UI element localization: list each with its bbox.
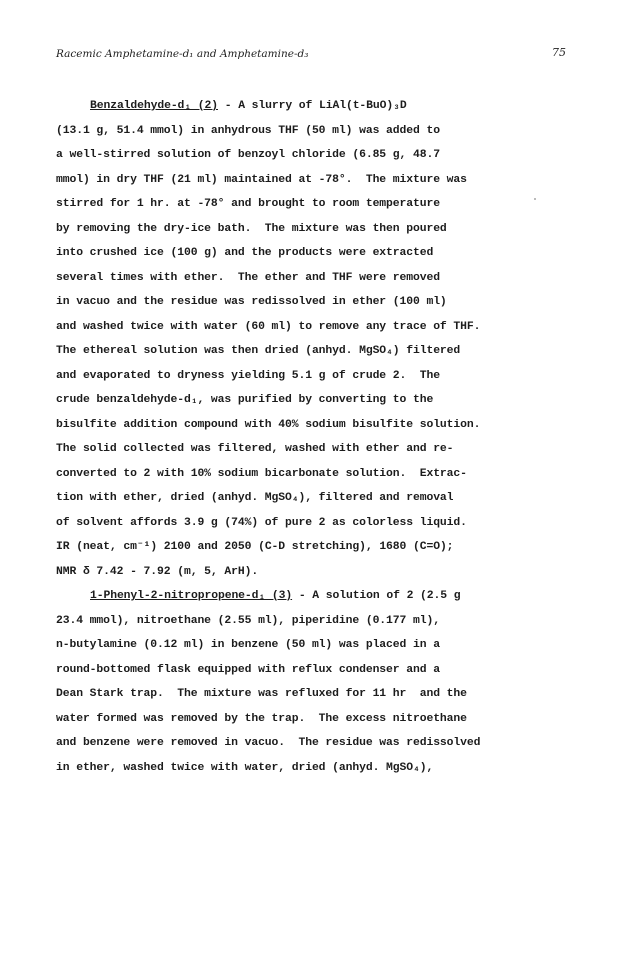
- section-heading-nitropropene: 1-Phenyl-2-nitropropene-d₁ (3): [90, 590, 293, 602]
- text-line: bisulfite addition compound with 40% sodium bisulfite solution.: [56, 418, 481, 431]
- text-line: water formed was removed by the trap. The excess nitroethane: [56, 712, 467, 725]
- text-line: and benzene were removed in vacuo. The residue was redissolved: [56, 737, 481, 749]
- text-line: round-bottomed flask equipped with reflux condenser and a: [56, 663, 440, 676]
- text-line: stirred for 1 hr. at -78° and brought to room temperature: [56, 198, 440, 210]
- running-header: Racemic Amphetamine-d₁ and Amphetamine-d₃: [56, 48, 309, 60]
- margin-speck: [534, 198, 536, 200]
- text-line: into crushed ice (100 g) and the products were extracted: [56, 247, 434, 259]
- text-line: in ether, washed twice with water, dried (anhyd. MgSO₄),: [56, 761, 434, 774]
- text-line: crude benzaldehyde-d₁, was purified by converting to the: [56, 394, 434, 406]
- text-line: converted to 2 with 10% sodium bicarbonate solution. Extrac-: [56, 467, 467, 480]
- body-text: [56, 94, 566, 780]
- text-line: NMR δ 7.42 - 7.92 (m, 5, ArH).: [56, 565, 259, 578]
- text-line: in vacuo and the residue was redissolved in ether (100 ml): [56, 296, 447, 308]
- text-line: by removing the dry-ice bath. The mixture was then poured: [56, 222, 447, 235]
- text-line: - A solution of 2 (2.5 g: [292, 590, 461, 602]
- paragraph-1-first-line: [56, 94, 566, 119]
- text-line: mmol) in dry THF (21 ml) maintained at -78°. The mixture was: [56, 173, 467, 186]
- text-line: (13.1 g, 51.4 mmol) in anhydrous THF (50 ml) was added to: [56, 124, 440, 137]
- paragraph-2-first-line: [56, 584, 566, 609]
- text-line: 23.4 mmol), nitroethane (2.55 ml), piperidine (0.177 ml),: [56, 614, 440, 627]
- text-line: a well-stirred solution of benzoyl chloride (6.85 g, 48.7: [56, 149, 440, 161]
- text-line: tion with ether, dried (anhyd. MgSO₄), filtered and removal: [56, 492, 454, 504]
- text-line: several times with ether. The ether and THF were removed: [56, 271, 440, 284]
- text-line: IR (neat, cm⁻¹) 2100 and 2050 (C-D stretching), 1680 (C=O);: [56, 541, 454, 553]
- text-line: n-butylamine (0.12 ml) in benzene (50 ml) was placed in a: [56, 639, 440, 651]
- text-line: The ethereal solution was then dried (anhyd. MgSO₄) filtered: [56, 345, 461, 357]
- text-line: The solid collected was filtered, washed with ether and re-: [56, 443, 454, 455]
- section-heading-benzaldehyde: Benzaldehyde-d₁ (2): [90, 100, 218, 112]
- text-line: and washed twice with water (60 ml) to remove any trace of THF.: [56, 320, 481, 333]
- text-line: of solvent affords 3.9 g (74%) of pure 2 as colorless liquid.: [56, 516, 467, 529]
- text-line: and evaporated to dryness yielding 5.1 g of crude 2. The: [56, 369, 440, 382]
- text-line: - A slurry of LiAl(t-BuO)₃D: [217, 100, 407, 112]
- text-line: Dean Stark trap. The mixture was refluxed for 11 hr and the: [56, 688, 467, 700]
- page-number: 75: [552, 46, 566, 59]
